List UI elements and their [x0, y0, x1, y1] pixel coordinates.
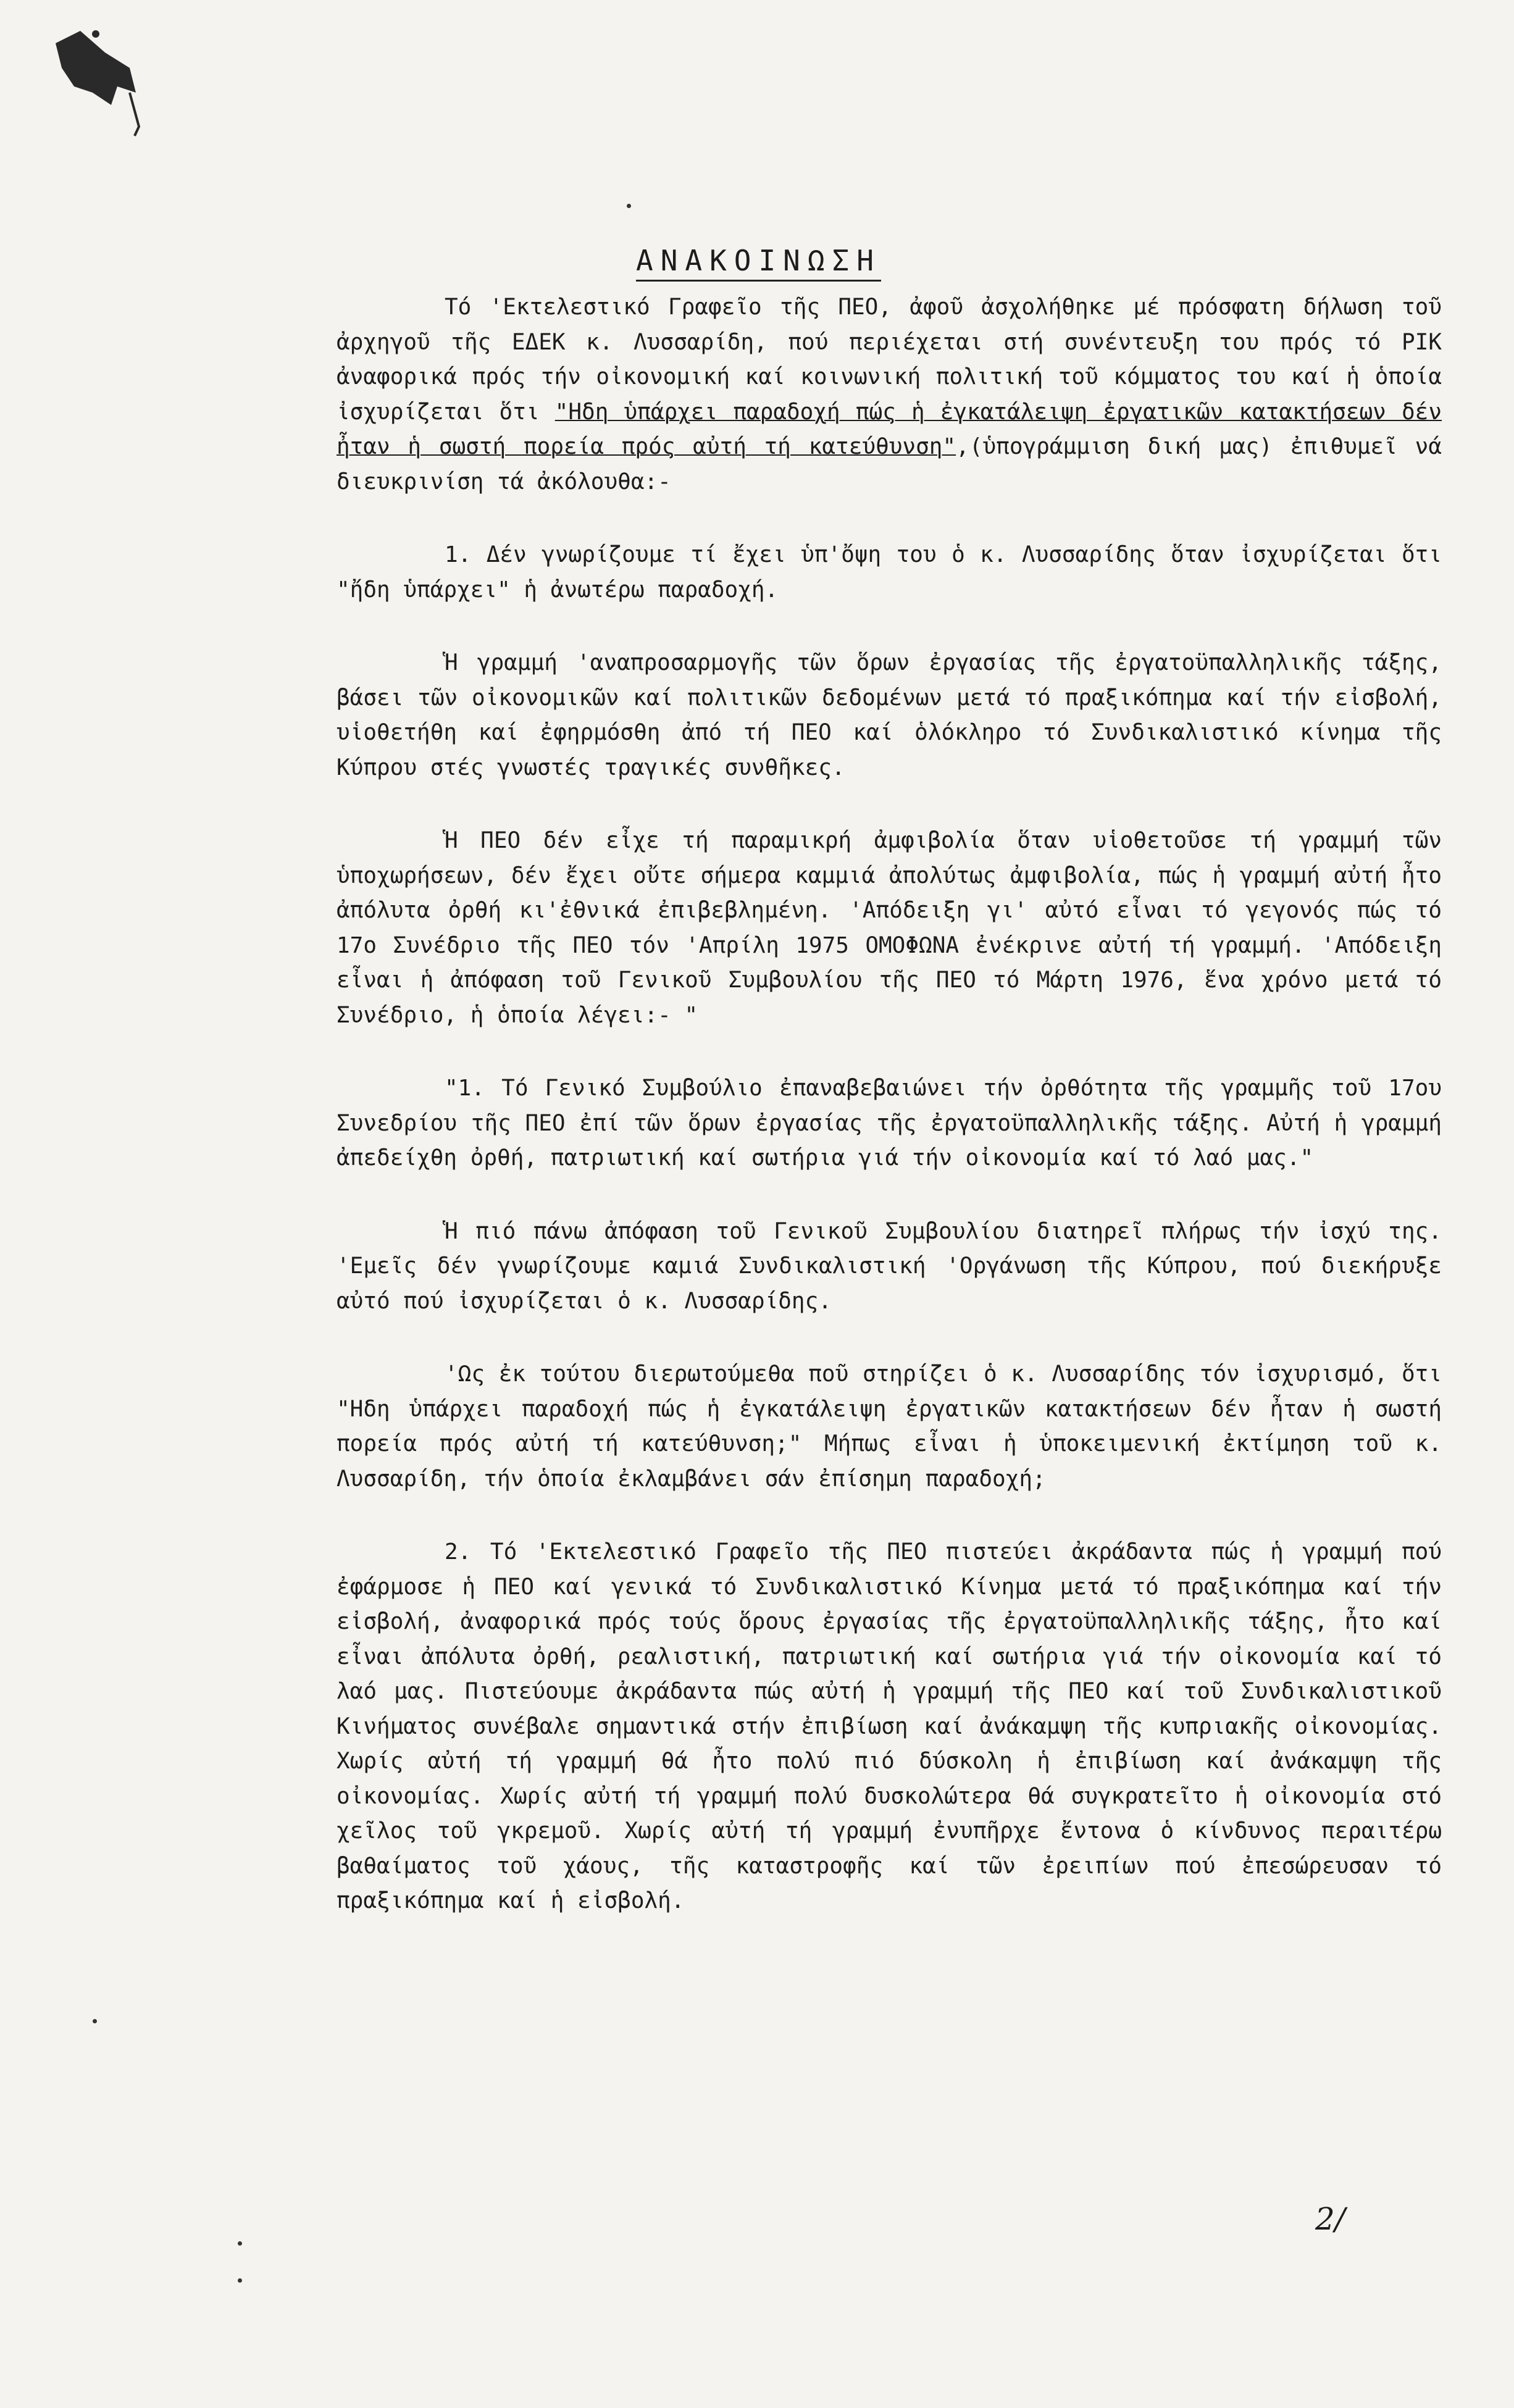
paragraph-2: Ἡ γραμμή 'αναπροσαρμογῆς τῶν ὅρων ἐργασίας τῆς ἐργατοϋπαλληλικῆς τάξης, βάσει τῶν οἰκονομικῶν καί πολιτικῶν δεδομένων μετά τό πραξικόπημα καί τήν εἰσβολή, υἱοθετήθη καί ἐφηρμόσθη ἀπό τή ΠΕΟ καί ὁλόκληρο τό Συνδικαλιστικό κίνημα τῆς Κύπρου στές γνωστές τραγικές συνθῆκες.	[337, 650, 1442, 780]
page-number: 2/	[1315, 2201, 1345, 2237]
speck	[238, 2241, 242, 2246]
paragraph-3: Ἡ ΠΕΟ δέν εἶχε τή παραμικρή ἀμφιβολία ὅταν υἱοθετοῦσε τή γραμμή τῶν ὑποχωρήσεων, δέν ἔχει οὔτε σήμερα καμμιά ἀπολύτως ἀμφιβολία, πώς ἡ γραμμή αὐτή ἦτο ἀπόλυτα ὀρθή κι'ἐθνικά ἐπιβεβλημένη. 'Απόδειξη γι' αὐτό εἶναι τό γεγονός πώς τό 17ο Συνέδριο τῆς ΠΕΟ τόν 'Απρίλη 1975 ΟΜΟΦΩΝΑ ἐνέκρινε αὐτή τή γραμμή. 'Απόδειξη εἶναι ἡ ἀπόφαση τοῦ Γενικοῦ Συμβουλίου τῆς ΠΕΟ τό Μάρτη 1976, ἕνα χρόνο μετά τό Συνέδριο, ἡ ὁποία λέγει:- "	[337, 828, 1442, 1028]
paragraph-4-quotation: "1. Τό Γενικό Συμβούλιο ἐπαναβεβαιώνει τήν ὀρθότητα τῆς γραμμῆς τοῦ 17ου Συνεδρίου τῆς ΠΕΟ ἐπί τῶν ὅρων ἐργασίας τῆς ἐργατοϋπαλληλικῆς τάξης. Αὐτή ἡ γραμμή ἀπεδείχθη ὀρθή, πατριωτική καί σωτήρια γιά τήν οἰκονομία καί τό λαό μας."	[337, 1076, 1442, 1171]
intro-text-start: Τό 'Εκτελεστικό Γραφεῖο τῆς ΠΕΟ, ἀφοῦ ἀσχολήθηκε μέ πρόσφατη δήλωση τοῦ ἀρχηγοῦ τῆς ΕΔΕΚ κ. Λυσσαρίδη, πού περιέχεται στή συνέντευξη του πρός τό ΡΙΚ ἀναφορικά πρός τήν οἰκονομική καί κοινωνική πολιτική τοῦ κόμματος του καί ἡ ὁποία ἰσχυρίζεται ὅτι	[337, 295, 1442, 425]
document-body	[337, 290, 1442, 1957]
paragraph-1: 1. Δέν γνωρίζουμε τί ἔχει ὑπ'ὄψη του ὁ κ. Λυσσαρίδης ὅταν ἰσχυρίζεται ὅτι "ἤδη ὑπάρχει" ἡ ἀνωτέρω παραδοχή.	[337, 542, 1442, 603]
paragraph-5: Ἡ πιό πάνω ἀπόφαση τοῦ Γενικοῦ Συμβουλίου διατηρεῖ πλήρως τήν ἰσχύ της. 'Εμεῖς δέν γνωρίζουμε καμιά Συνδικαλιστική 'Οργάνωση τῆς Κύπρου, πού διεκήρυξε αὐτό πού ἰσχυρίζεται ὁ κ. Λυσσαρίδης.	[337, 1218, 1442, 1314]
speck	[93, 2019, 97, 2023]
paragraph-7: 2. Τό 'Εκτελεστικό Γραφεῖο τῆς ΠΕΟ πιστεύει ἀκράδαντα πώς ἡ γραμμή πού ἐφάρμοσε ἡ ΠΕΟ καί γενικά τό Συνδικαλιστικό Κίνημα μετά τό πραξικόπημα καί τήν εἰσβολή, ἀναφορικά πρός τούς ὅρους ἐργασίας τῆς ἐργατοϋπαλληλικῆς τάξης, ἦτο καί εἶναι ἀπόλυτα ὀρθή, ρεαλιστική, πατριωτική καί σωτήρια γιά τήν οἰκονομία καί τό λαό μας. Πιστεύουμε ἀκράδαντα πώς αὐτή ἡ γραμμή τῆς ΠΕΟ καί τοῦ Συνδικαλιστικοῦ Κινήματος συνέβαλε σημαντικά στήν ἐπιβίωση καί ἀνάκαμψη τῆς κυπριακῆς οἰκονομίας. Χωρίς αὐτή τή γραμμή θά ἦτο πολύ πιό δύσκολη ἡ ἐπιβίωση καί ἀνάκαμψη τῆς οἰκονομίας. Χωρίς αὐτή τή γραμμή πολύ δυσκολώτερα θά συγκρατεῖτο ἡ οἰκονομία στό χεῖλος τοῦ γκρεμοῦ. Χωρίς αὐτή τή γραμμή ἐνυπῆρχε ἔντονα ὁ κίνδυνος περαιτέρω βαθαίματος τοῦ χάους, τῆς καταστροφῆς καί τῶν ἐρειπίων πού ἐπεσώρευσαν τό πραξικόπημα καί ἡ εἰσβολή.	[337, 1539, 1442, 1913]
intro-paragraph	[337, 290, 1442, 500]
intro-text-end: ,(ὑπογράμμιση δική μας) ἐπιθυμεῖ νά διευκρινίση τά ἀκόλουθα:-	[337, 434, 1442, 495]
speck	[238, 2278, 242, 2283]
paragraph-6: 'Ως ἐκ τούτου διερωτούμεθα ποῦ στηρίζει ὁ κ. Λυσσαρίδης τόν ἰσχυρισμό, ὅτι "Ηδη ὑπάρχει παραδοχή πώς ἡ ἐγκατάλειψη ἐργατικῶν κατακτήσεων δέν ἦταν ἡ σωστή πορεία πρός αὐτή τή κατεύθυνση;" Μήπως εἶναι ἡ ὑποκειμενική ἐκτίμηση τοῦ κ. Λυσσαρίδη, τήν ὁποία ἐκλαμβάνει σάν ἐπίσημη παραδοχή;	[337, 1361, 1442, 1492]
page-title: ΑΝΑΚΟΙΝΩΣΗ	[636, 244, 881, 282]
speck	[627, 204, 631, 208]
intro-underlined-quote: "Ηδη ὑπάρχει παραδοχή πώς ἡ ἐγκατάλειψη ἐργατικῶν κατακτήσεων δέν ἦταν ἡ σωστή πορεία πρός αὐτή τή κατεύθυνση"	[337, 399, 1442, 459]
corner-smudge-mark	[37, 19, 148, 142]
